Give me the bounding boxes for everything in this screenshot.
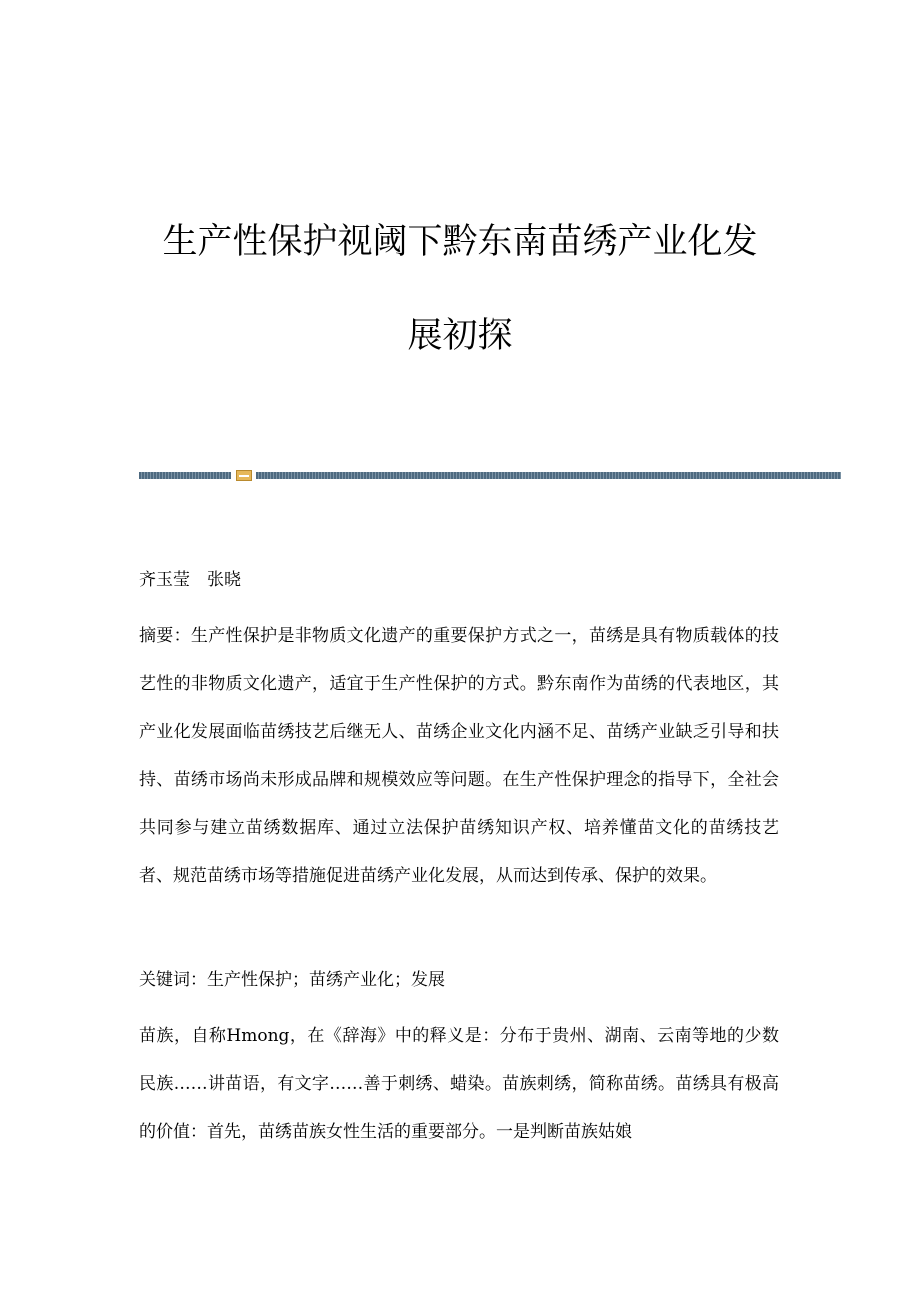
page-title-line-2: 展初探 bbox=[407, 316, 513, 356]
title-divider bbox=[139, 470, 841, 482]
author-names: 齐玉莹 张晓 bbox=[139, 570, 241, 590]
divider-bar-right bbox=[256, 472, 841, 479]
page-title-line-1: 生产性保护视阈下黔东南苗绣产业化发 bbox=[162, 222, 758, 262]
abstract-paragraph: 摘要：生产性保护是非物质文化遗产的重要保护方式之一，苗绣是具有物质载体的技艺性的非物质文化遗产，适宜于生产性保护的方式。黔东南作为苗绣的代表地区，其产业化发展面临苗绣技艺后继无人、苗绣企业文化内涵不足、苗绣产业缺乏引导和扶持、苗绣市场尚未形成品牌和规模效应等问题。在生产性保护理念的指导下，全社会共同参与建立苗绣数据库、通过立法保护苗绣知识产权、培养懂苗文化的苗绣技艺者、规范苗绣市场等措施促进苗绣产业化发展，从而达到传承、保护的效果。 bbox=[139, 626, 779, 886]
keywords-line: 关键词：生产性保护；苗绣产业化；发展 bbox=[139, 970, 445, 990]
divider-bar-left bbox=[139, 472, 231, 479]
divider-ornament-icon bbox=[236, 470, 252, 481]
intro-paragraph: 苗族，自称Hmong，在《辞海》中的释义是：分布于贵州、湖南、云南等地的少数民族……讲苗语，有文字……善于刺绣、蜡染。苗族刺绣，简称苗绣。苗绣具有极高的价值：首先，苗绣苗族女性生活的重要部分。一是判断苗族姑娘 bbox=[139, 1026, 779, 1142]
